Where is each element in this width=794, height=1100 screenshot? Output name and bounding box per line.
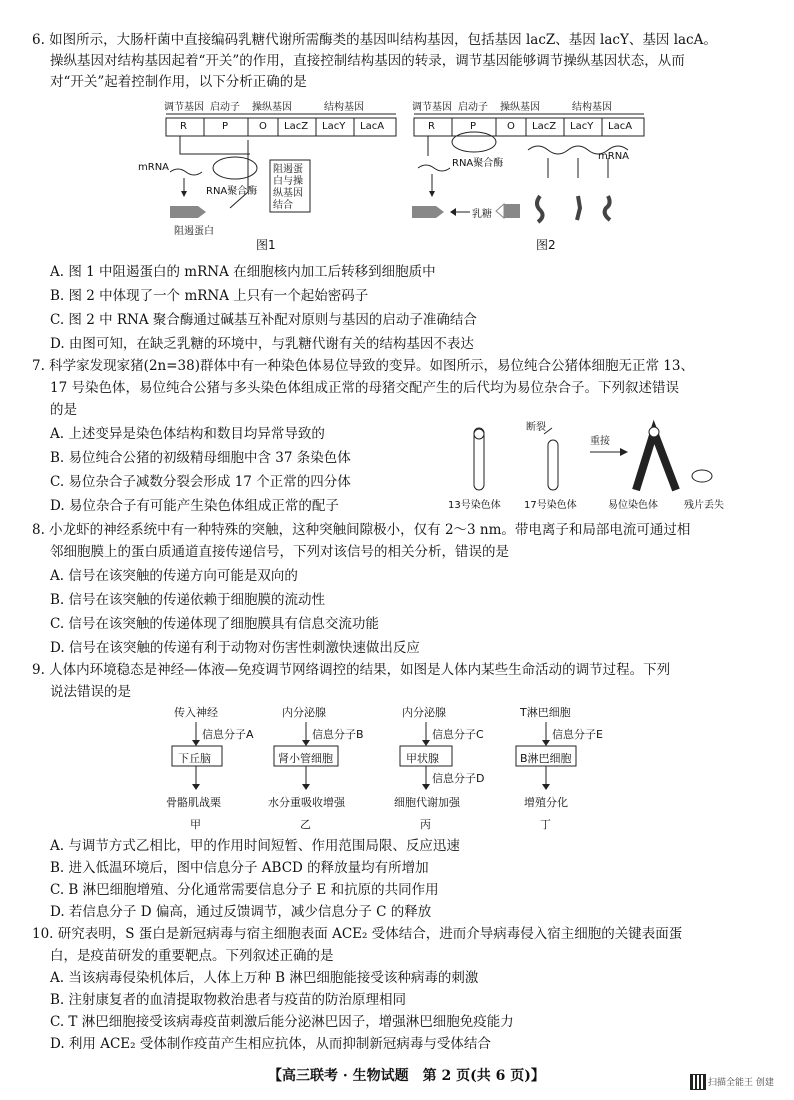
fig1-header-structural: 结构基因 [324,102,364,113]
fig1-header-promoter: 启动子 [210,102,240,113]
q6-stem-line3: 对“开关”起着控制作用，以下分析正确的是 [50,74,307,90]
q7-stem-line1: 7. 科学家发现家猪(2n=38)群体中有一种染色体易位导致的变异。如图所示，易位纯合公猪体细胞无正常 13、 [32,358,694,374]
q10-option-a: A. 当该病毒侵染机体后，人体上万种 B 淋巴细胞能接受该种病毒的刺激 [50,970,479,986]
fig2-box-laca: LacA [608,121,633,132]
q9-option-d: D. 若信息分子 D 偏高，通过反馈调节，减少信息分子 C 的释放 [50,904,432,920]
q6-figure2-svg [408,96,648,256]
q9-yi-box: 肾小管细胞 [278,752,333,765]
fig1-header-regulator: 调节基因 [164,102,204,113]
q7-option-b: B. 易位纯合公猪的初级精母细胞中含 37 条染色体 [50,450,351,466]
q10-option-c: C. T 淋巴细胞接受该病毒疫苗刺激后能分泌淋巴因子，增强淋巴细胞免疫能力 [50,1014,514,1030]
q6-option-d: D. 由图可知，在缺乏乳糖的环境中，与乳糖代谢有关的结构基因不表达 [50,336,474,352]
q7-rejoin-label: 重接 [590,436,610,447]
q9-option-a: A. 与调节方式乙相比，甲的作用时间短暂、作用范围局限、反应迅速 [50,838,460,854]
q8-option-c: C. 信号在该突触的传递体现了细胞膜具有信息交流功能 [50,616,379,632]
q9-jia-top: 传入神经 [174,706,218,719]
q9-jia-signal: 信息分子A [202,728,254,741]
fig2-header-operator: 操纵基因 [500,102,540,113]
fig2-lactose-label: 乳糖 [472,209,492,220]
q6-option-b: B. 图 2 中体现了一个 mRNA 上只有一个起始密码子 [50,288,369,304]
q9-yi-label: 乙 [300,818,311,831]
qr-code-icon [690,1074,706,1090]
fig1-box-r: R [180,121,187,132]
q7-trans-label: 易位染色体 [608,500,658,511]
q10-stem-line2: 白，是疫苗研发的重要靶点。下列叙述正确的是 [50,948,334,964]
q9-bing-bottom: 细胞代谢加强 [394,796,460,809]
q7-chr13-label: 13号染色体 [448,500,501,511]
fig1-box-laca: LacA [360,121,385,132]
q9-option-b: B. 进入低温环境后，图中信息分子 ABCD 的释放量均有所增加 [50,860,429,876]
fig1-box-p: P [222,121,229,132]
q9-jia-bottom: 骨骼肌战栗 [166,796,221,809]
q8-option-a: A. 信号在该突触的传递方向可能是双向的 [50,568,298,584]
q9-ding-label: 丁 [540,818,551,831]
watermark-text: 扫描全能王 创建 [708,1078,774,1088]
q6-option-a: A. 图 1 中阻遏蛋白的 mRNA 在细胞核内加工后转移到细胞质中 [50,264,436,280]
q8-option-b: B. 信号在该突触的传递依赖于细胞膜的流动性 [50,592,326,608]
q9-bing-box: 甲状腺 [406,752,439,765]
q9-stem-line1: 9. 人体内环境稳态是神经—体液—免疫调节网络调控的结果，如图是人体内某些生命活动的调节过程。下列 [32,662,671,678]
q8-stem-line2: 邻细胞膜上的蛋白质通道直接传递信号，下列对该信号的相关分析，错误的是 [50,544,509,560]
fig2-box-r: R [428,121,435,132]
q6-figure2 [408,96,648,256]
q8-option-d: D. 信号在该突触的传递有利于动物对伤害性刺激快速做出反应 [50,640,420,656]
fig1-rnap-label: RNA聚合酶 [206,186,258,197]
q9-ding-top: T淋巴细胞 [520,706,571,719]
fig1-repressor-label: 阻遏蛋白 [174,226,214,237]
fig1-caption: 图1 [256,238,276,252]
q7-stem-line2: 17 号染色体，易位纯合公猪与多头染色体组成正常的母猪交配产生的后代均为易位杂合子。下列叙述错误 [50,380,679,396]
q6-option-c: C. 图 2 中 RNA 聚合酶通过碱基互补配对原则与基因的启动子准确结合 [50,312,477,328]
q7-chromosome-figure [440,418,760,514]
q7-option-c: C. 易位杂合子减数分裂会形成 17 个正常的四分体 [50,474,351,490]
q6-stem-line1: 6. 如图所示，大肠杆菌中直接编码乳糖代谢所需酶类的基因叫结构基因，包括基因 lacZ、基因 lacY、基因 lacA。 [32,32,717,48]
q9-yi-bottom: 水分重吸收增强 [268,796,345,809]
q9-diagram-svg [160,704,640,834]
q7-option-d: D. 易位杂合子有可能产生染色体组成正常的配子 [50,498,339,514]
q10-stem-line1: 10. 研究表明，S 蛋白是新冠病毒与宿主细胞表面 ACE₂ 受体结合，进而介导病毒侵入宿主细胞的关键表面蛋 [32,926,683,942]
q9-bing-top: 内分泌腺 [402,706,446,719]
fig1-blocked-label: 阻遏蛋白与操纵基因结合 [273,164,303,211]
fig2-header-promoter: 启动子 [458,102,488,113]
q9-ding-signal: 信息分子E [552,728,603,741]
fig2-caption: 图2 [536,238,556,252]
q7-stem-line3: 的是 [50,402,77,418]
fig2-box-lacz: LacZ [532,121,557,132]
q9-yi-signal: 信息分子B [312,728,364,741]
page-footer: 【高三联考 · 生物试题 第 2 页(共 6 页)】 [268,1068,545,1084]
q9-option-c: C. B 淋巴细胞增殖、分化通常需要信息分子 E 和抗原的共同作用 [50,882,439,898]
q9-ding-bottom: 增殖分化 [524,796,568,809]
q10-option-d: D. 利用 ACE₂ 受体制作疫苗产生相应抗体，从而抑制新冠病毒与受体结合 [50,1036,491,1052]
q10-option-b: B. 注射康复者的血清提取物救治患者与疫苗的防治原理相同 [50,992,407,1008]
fig1-header-operator: 操纵基因 [252,102,292,113]
fig2-box-p: P [470,121,477,132]
q7-option-a: A. 上述变异是染色体结构和数目均异常导致的 [50,426,325,442]
fig1-box-o: O [259,121,267,132]
fig1-box-lacz: LacZ [284,121,309,132]
q9-bing-signal: 信息分子C [432,728,484,741]
fig2-box-lacy: LacY [570,121,594,132]
q9-stem-line2: 说法错误的是 [50,684,131,700]
fig2-header-regulator: 调节基因 [412,102,452,113]
q7-break-label: 断裂 [526,422,546,433]
q8-stem-line1: 8. 小龙虾的神经系统中有一种特殊的突触，这种突触间隙极小，仅有 2～3 nm。带电离子和局部电流可通过相 [32,522,691,538]
q9-jia-box: 下丘脑 [178,752,211,765]
q9-ding-box: B淋巴细胞 [520,752,572,765]
q9-bing-signal2: 信息分子D [432,772,485,785]
q6-stem-line2: 操纵基因对结构基因起着“开关”的作用，直接控制结构基因的转录，调节基因能够调节操纵基因状态，从而 [50,53,685,69]
q9-regulation-diagram [160,704,640,834]
fig1-mrna-label: mRNA [138,162,170,173]
fig2-header-structural: 结构基因 [572,102,612,113]
q7-chr17-label: 17号染色体 [524,500,577,511]
q9-bing-label: 丙 [420,818,431,831]
q6-figure1 [138,96,400,256]
q9-yi-top: 内分泌腺 [282,706,326,719]
fig1-box-lacy: LacY [322,121,346,132]
fig2-box-o: O [507,121,515,132]
fig2-mrna-label: mRNA [598,151,630,162]
fig2-rnap-label: RNA聚合酶 [452,158,504,169]
q9-jia-label: 甲 [190,818,201,831]
scanner-watermark [690,1072,790,1092]
q7-lost-label: 残片丢失 [684,500,724,511]
